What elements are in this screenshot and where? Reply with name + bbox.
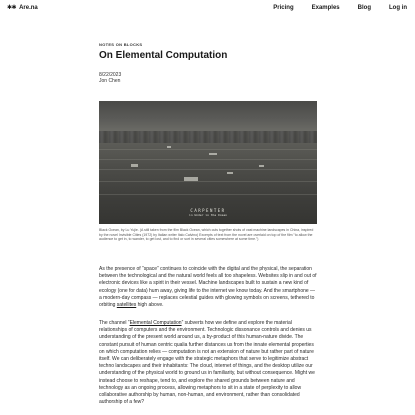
image-subtitle-text: in Under in the Ocean <box>189 213 227 217</box>
image-building <box>131 164 138 167</box>
image-building <box>209 153 217 155</box>
image-caption: Black Ocean, by Lu Yujie. (A still taken from the film Black Ocean, which cuts together shots of vast machine landscapes in China, inspired by the novel Invisible Cities (1972) by Italian writer Italo Calvino) Excerpts of text from the novel are overlaid on top of the film "to allow the audience to get in, to wander, to get lost, and to find or sort in several cities somewhere at some time.") <box>99 228 314 241</box>
logo-link[interactable] <box>7 4 38 12</box>
image-terrace-line <box>99 194 317 195</box>
nav-link-pricing[interactable]: Pricing <box>273 5 294 11</box>
nav-links <box>255 4 407 12</box>
paragraph-text: As the presence of “space” continues to coincide with the digital and the physical, the separation between the technological and the natural world feels all too shapeless. Websites slip in and out of electronic devices like a spirit in their vessel. Machine landscapes built to sustain a new kind of ecology (one for data) hum away, giving life to the internet we know today. And the smartphone — a modern-day compass — replaces celestial guides with glowing symbols on screens, tethered to orbiting <box>99 266 317 309</box>
link-elemental-computation[interactable]: Elemental Computation <box>129 320 182 326</box>
image-building <box>259 165 264 167</box>
image-building <box>227 172 233 174</box>
body-paragraph <box>99 320 317 406</box>
nav-link-examples[interactable]: Examples <box>311 5 340 11</box>
image-terrace-line <box>99 169 317 170</box>
image-subtitle-title: CARPENTER <box>190 208 226 213</box>
paragraph-text: ” subverts how we define and explore the material relationships of computers and the environment. Technologic dissonance controls and denies us understanding of the present world around us, a by-product of this human-nature divide. The constant pursuit of human centric qualia further distances us from the innate elemental properties on which computation relies — computation is not an extension of nature but rather part of nature itself. We can deliberately engage with the strategic metaphors that serve to legitimize abstract techno landscapes and their inhabitants: The cloud, internet of things, and the desktop utilize our understanding of the physical world to ground us in familiarity, but without consequence. Might we instead choose to reshape, tend to, and explore the shared grounds between nature and technology as an ongoing process, allowing metaphors to sit in a state of perplexity to allow collaborative authorship by human, non-human, and environment, rather than consolidated authorship of a few? <box>99 320 315 406</box>
article-hero-image <box>99 101 317 224</box>
image-terrace-line <box>99 149 317 150</box>
image-horizon <box>99 131 317 143</box>
image-terrace-line <box>99 181 317 182</box>
nav-link-login[interactable]: Log in <box>389 5 407 11</box>
paragraph-text: high above. <box>136 302 164 309</box>
body-paragraph <box>99 266 317 309</box>
article-author: Jon Chen <box>99 78 121 84</box>
article-date: 8/22/2023 <box>99 72 122 78</box>
page-title: On Elemental Computation <box>99 50 228 61</box>
image-building <box>184 177 198 181</box>
link-satellites[interactable]: satellites <box>116 302 137 309</box>
top-navigation <box>0 0 415 18</box>
nav-link-blog[interactable]: Blog <box>357 5 371 11</box>
paragraph-text: The channel “ <box>99 320 130 326</box>
article-category: NOTES ON BLOCKS <box>99 42 143 47</box>
asterisk-logo-icon: ✱✱ <box>7 4 17 11</box>
image-building <box>167 146 171 148</box>
image-terrace-line <box>99 159 317 160</box>
logo-text: Are.na <box>19 5 38 11</box>
